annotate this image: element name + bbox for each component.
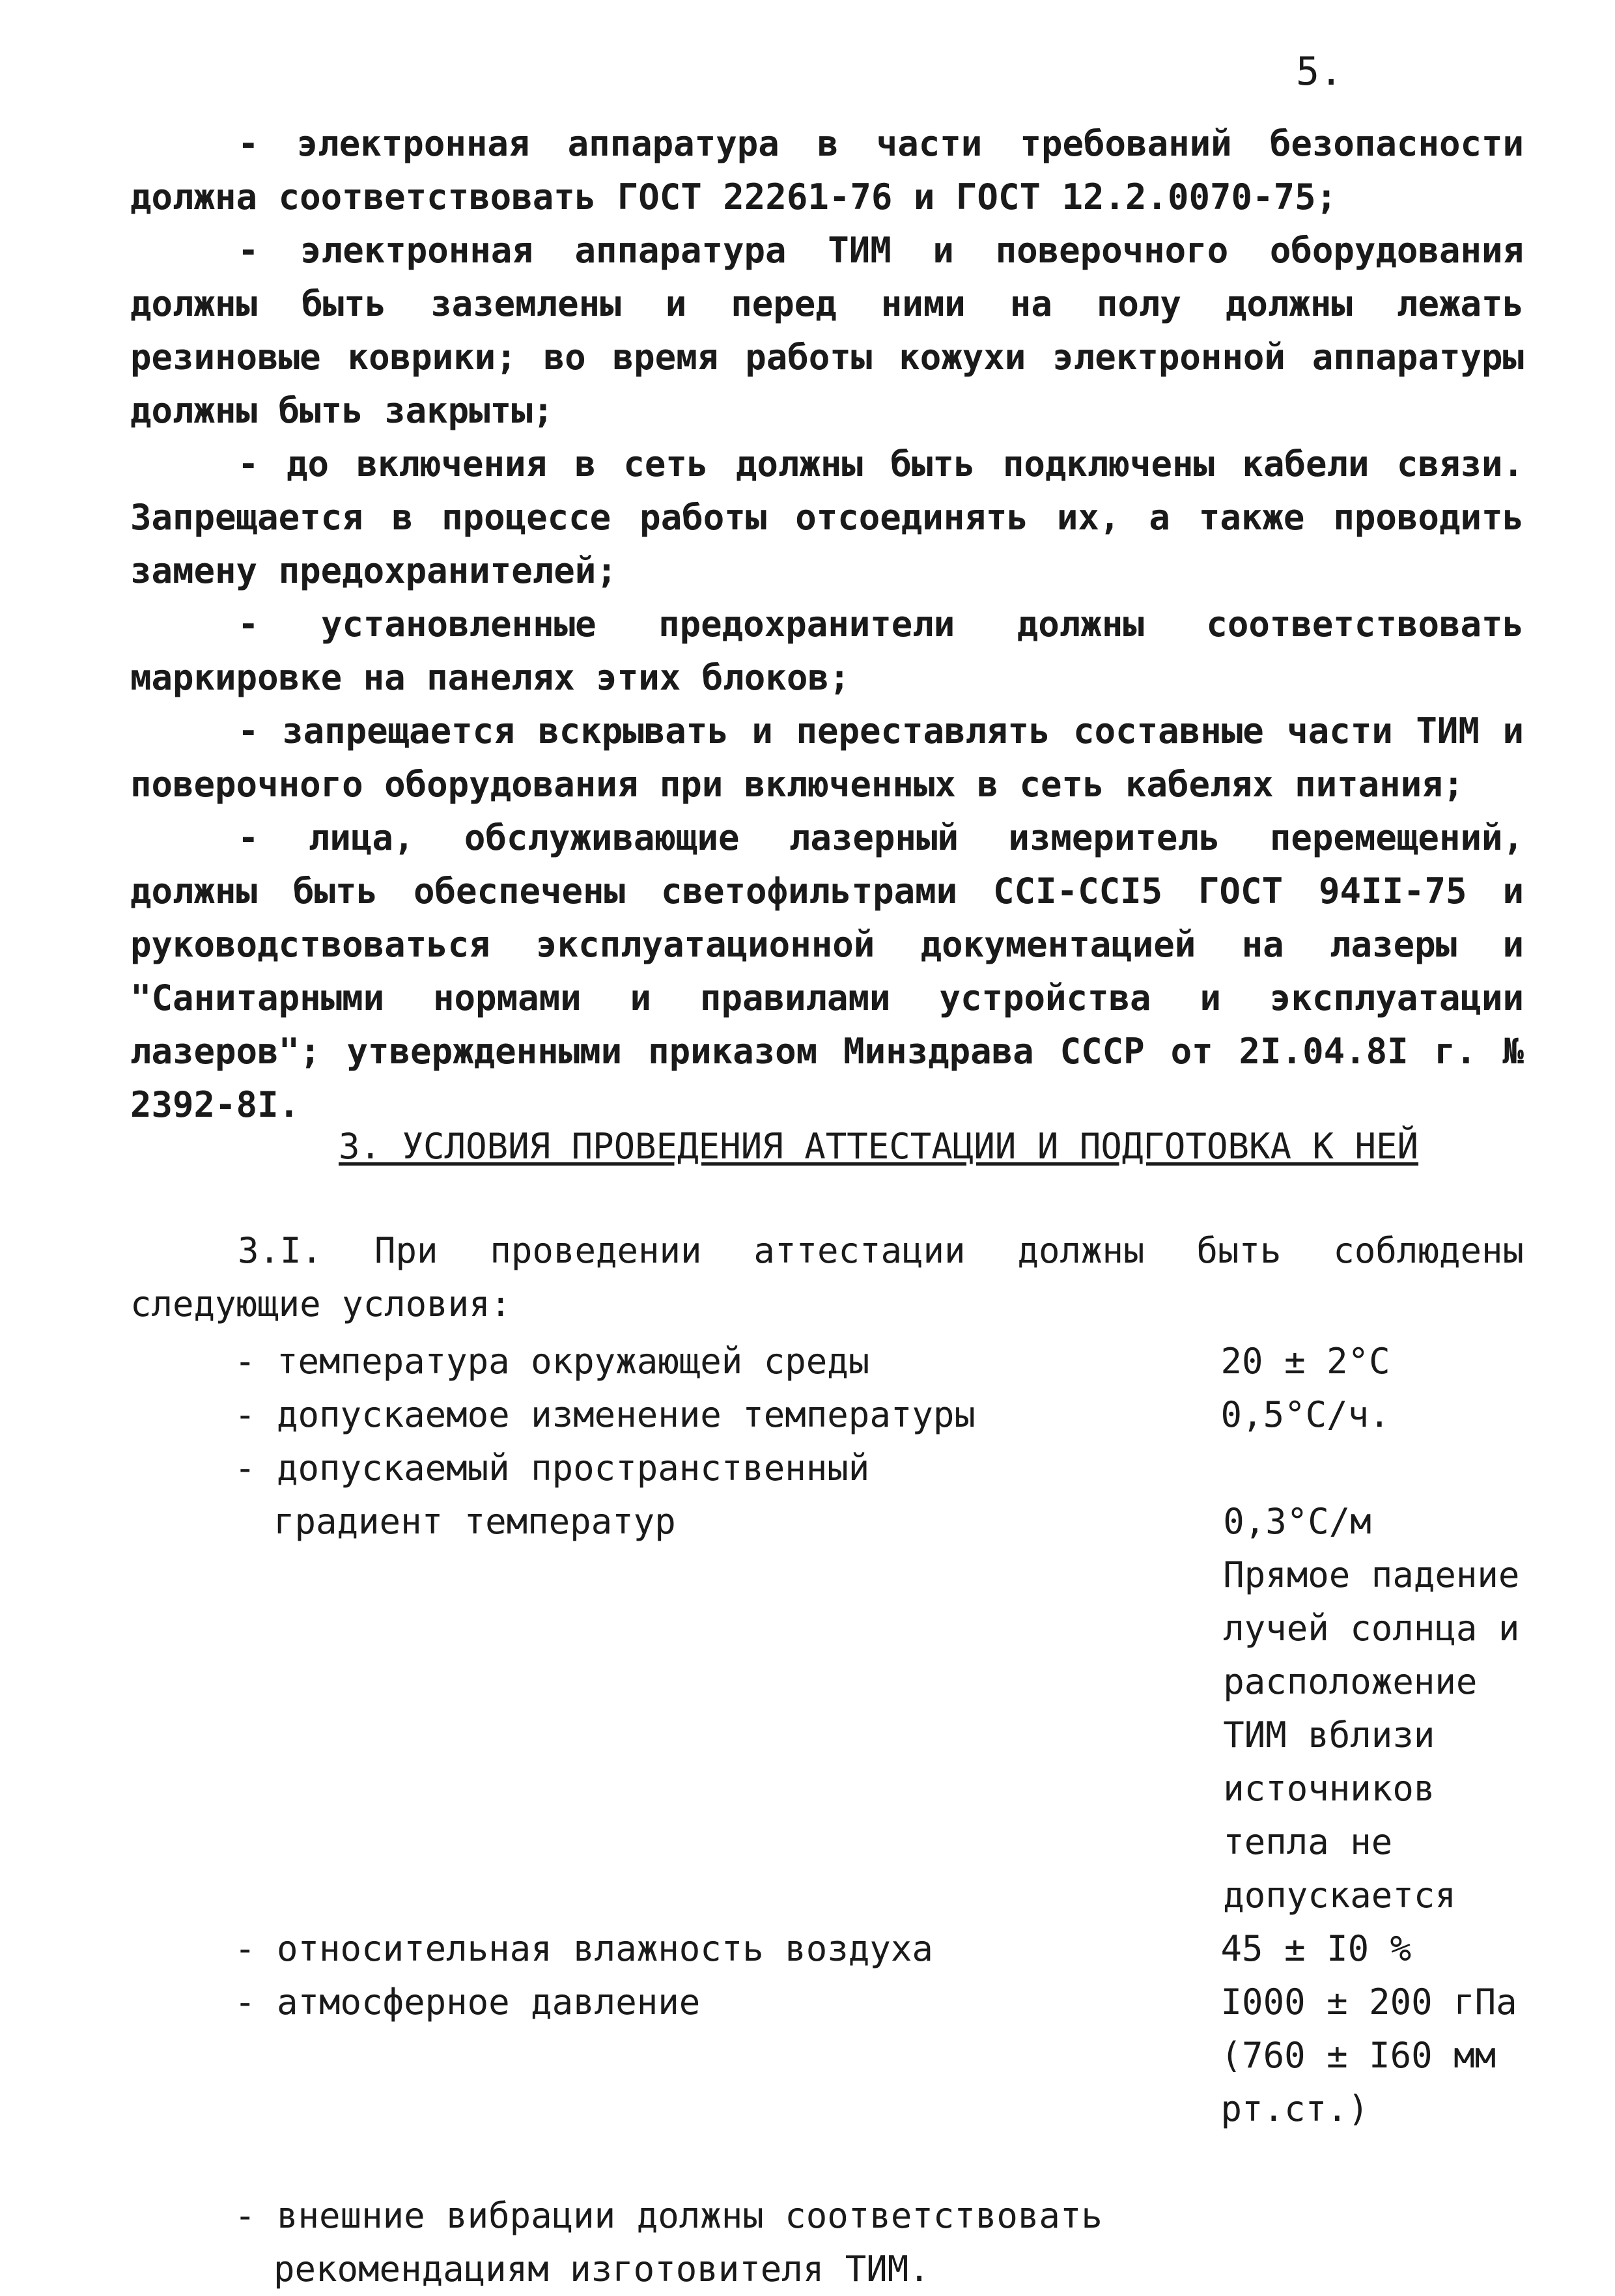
condition-row-vibration — [234, 2189, 1524, 2296]
condition-label: - температура окружающей среды — [234, 1341, 870, 1382]
condition-value: 0,3°C/м Прямое падение лучей солнца и расположение ТИМ вблизи источников тепла не допускается — [1223, 1501, 1520, 1916]
safety-requirements-list — [130, 117, 1524, 1132]
condition-value: 20 ± 2°C — [1220, 1341, 1390, 1382]
condition-label: - внешние вибрации должны соответствовать рекомендациям изготовителя ТИМ. — [234, 2195, 1102, 2289]
condition-value: I000 ± 200 гПа (760 ± I60 мм рт.ст.) — [1220, 1981, 1517, 2129]
safety-item-electronic-gost: - электронная аппаратура в части требований безопасности должна соответствовать ГОСТ 22261-76 и ГОСТ 12.2.0070-75; — [130, 123, 1524, 217]
condition-row-humidity — [234, 1922, 1524, 1976]
condition-value: 0,5°C/ч. — [1220, 1394, 1390, 1435]
safety-item-no-opening: - запрещается вскрывать и переставлять составные части ТИМ и поверочного оборудования при включенных в сеть кабелях питания; — [130, 710, 1524, 805]
condition-row-temperature-change — [234, 1388, 1524, 1442]
section-3-heading: 3. УСЛОВИЯ ПРОВЕДЕНИЯ АТТЕСТАЦИИ И ПОДГОТОВКА К НЕЙ — [339, 1126, 1419, 1167]
condition-label: - атмосферное давление — [234, 1981, 701, 2023]
safety-item-fuses: - установленные предохранители должны соответствовать маркировке на панелях этих блоков; — [130, 604, 1524, 698]
condition-label: - допускаемое изменение температуры — [234, 1394, 976, 1435]
condition-label: - допускаемый пространственный градиент температур — [234, 1448, 870, 1542]
condition-label: - относительная влажность воздуха — [234, 1928, 933, 1969]
condition-row-gradient — [234, 1442, 1524, 1922]
page-number: 5. — [1296, 49, 1343, 94]
condition-row-pressure — [234, 1976, 1524, 2136]
conditions-list — [234, 1335, 1524, 2296]
clause-3-1: 3.I. При проведении аттестации должны быть соблюдены следующие условия: — [130, 1230, 1524, 1324]
safety-item-grounding: - электронная аппаратура ТИМ и поверочного оборудования должны быть заземлены и перед ними на полу должны лежать резиновые коврики; во время работы кожухи электронной аппаратуры должны быть закрыты; — [130, 230, 1524, 431]
safety-item-cables: - до включения в сеть должны быть подключены кабели связи. Запрещается в процессе работы отсоединять их, а также проводить замену предохранителей; — [130, 443, 1524, 591]
safety-item-laser: - лица, обслуживающие лазерный измеритель перемещений, должны быть обеспечены светофильтрами ССI-ССI5 ГОСТ 94II-75 и руководствоваться эксплуатационной документацией на лазеры и "Санитарными нормами и правилами устройства и эксплуатации лазеров"; утвержденными приказом Минздрава СССР от 2I.04.8I г. № 2392-8I. — [130, 817, 1524, 1125]
condition-row-temperature — [234, 1335, 1524, 1388]
condition-value: 45 ± I0 % — [1220, 1928, 1412, 1969]
